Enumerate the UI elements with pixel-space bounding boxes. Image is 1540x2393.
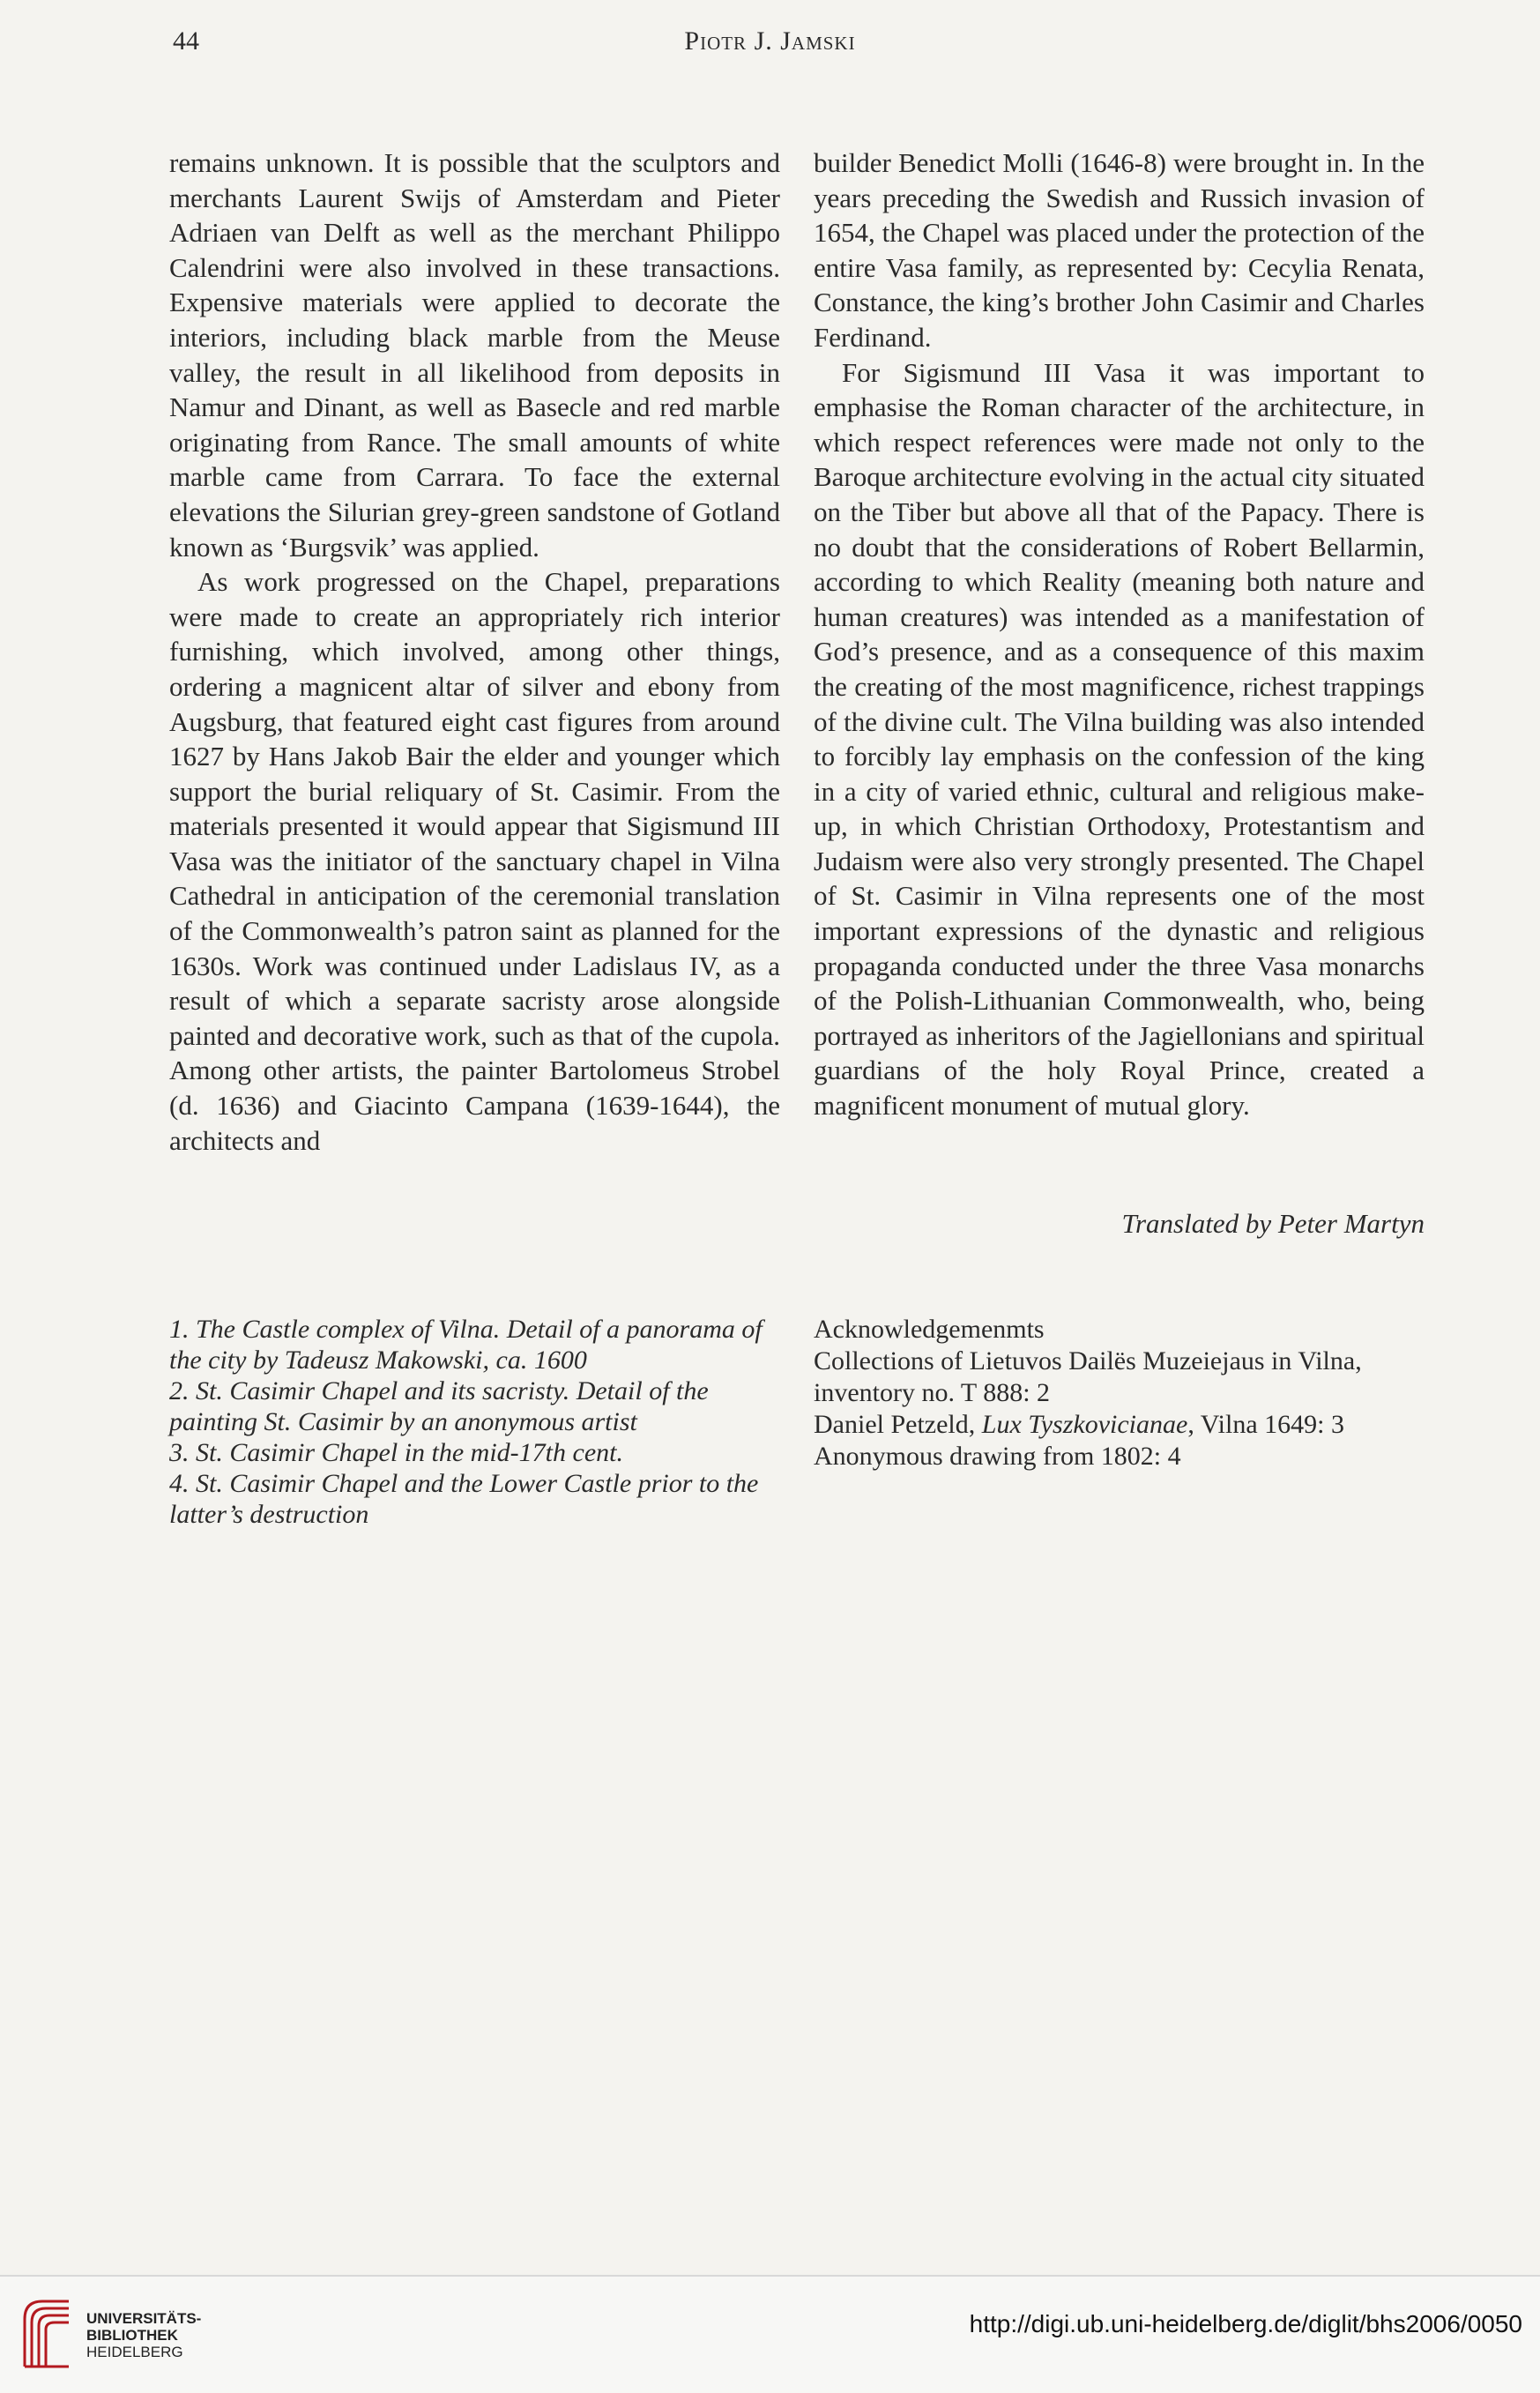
logo-line-3: HEIDELBERG: [86, 2344, 183, 2360]
ack-line-2: [814, 1409, 1425, 1441]
ack-line-3: Anonymous drawing from 1802: 4: [814, 1442, 1181, 1471]
caption-1: 1. The Castle complex of Vilna. Detail of a panorama of the city by Tadeusz Makowski, ca. 1600: [169, 1315, 763, 1375]
digitization-footer: [0, 2275, 1540, 2393]
caption-4: 4. St. Casimir Chapel and the Lower Castle prior to the latter’s destruction: [169, 1469, 759, 1529]
right-paragraph-2: For Sigismund III Vasa it was important to emphasise the Roman character of the architecture, in which respect references were made not only to the Baroque architecture evolving in the actual city situated on the Tiber but above all that of the Papacy. There is no doubt that the considerations of Robert Bellarmin, according to which Reality (meaning both nature and human creatures) was intended as a manifestation of God’s presence, and as a consequence of this maxim the creating of the most magnificence, richest trappings of the divine cult. The Vilna building was also intended to forcibly lay emphasis on the confession of the king in a city of varied ethnic, cultural and religious make-up, in which Christian Orthodoxy, Protestantism and Judaism were also very strongly presented. The Chapel of St. Casimir in Vilna represents one of the most important expressions of the dynastic and religious propaganda conducted under the three Vasa monarchs of the Polish-Lithuanian Commonwealth, who, being portrayed as inheritors of the Jagiellonians and spiritual guardians of the holy Royal Prince, created a magnificent monument of mutual glory.: [814, 356, 1425, 1122]
acknowledgements: [814, 1314, 1425, 1472]
caption-3: 3. St. Casimir Chapel in the mid-17th cent.: [169, 1438, 623, 1467]
caption-2: 2. St. Casimir Chapel and its sacristy. Detail of the painting St. Casimir by an anonymous artist: [169, 1376, 709, 1436]
logo-line-1: UNIVERSITÄTS-: [86, 2310, 202, 2327]
ack-line-2-rest: , Vilna 1649: 3: [1187, 1410, 1344, 1439]
figure-captions: [169, 1314, 780, 1530]
left-paragraph-2: As work progressed on the Chapel, preparations were made to create an appropriately rich interior furnishing, which involved, among other things, ordering a magnicent altar of silver and ebony from Augsburg, that featured eight cast figures from around 1627 by Hans Jakob Bair the elder and younger which support the burial reliquary of St. Casimir. From the materials presented it would appear that Sigismund III Vasa was the initiator of the sanctuary chapel in Vilna Cathedral in anticipation of the ceremonial translation of the Commonwealth’s patron saint as planned for the 1630s. Work was continued under Ladislaus IV, as a result of which a separate sacristy arose alongside painted and decorative work, such as that of the cupola. Among other artists, the painter Bartolomeus Strobel (d. 1636) and Giacinto Campana (1639-1644), the architects and: [169, 566, 780, 1156]
ack-heading: Acknowledgemenmts: [814, 1315, 1045, 1344]
right-column: [814, 145, 1425, 1123]
ack-line-1: Collections of Lietuvos Dailës Muzeiejaus in Vilna, inventory no. T 888: 2: [814, 1346, 1362, 1407]
logo-line-2: BIBLIOTHEK: [86, 2327, 178, 2344]
right-paragraph-1: builder Benedict Molli (1646-8) were brought in. In the years preceding the Swedish and Russich invasion of 1654, the Chapel was placed under the protection of the entire Vasa family, as represented by: Cecylia Renata, Constance, the king’s brother John Casimir and Charles Ferdinand.: [814, 147, 1425, 353]
ack-line-2-author: Daniel Petzeld,: [814, 1410, 982, 1439]
library-logo-text: [86, 2310, 201, 2360]
left-paragraph-1: remains unknown. It is possible that the sculptors and merchants Laurent Swijs of Amsterdam and Pieter Adriaen van Delft as well as the merchant Philippo Calendrini were also involved in these transactions. Expensive materials were applied to decorate the interiors, including black marble from the Meuse valley, the result in all likelihood from deposits in Namur and Dinant, as well as Basecle and red marble originating from Rance. The small amounts of white marble came from Carrara. To face the external elevations the Silurian grey-green sandstone of Gotland known as ‘Burgsvik’ was applied.: [169, 147, 780, 563]
running-head: Piotr J. Jamski: [684, 26, 856, 56]
left-column: [169, 145, 780, 1158]
page-number: 44: [173, 26, 199, 56]
permalink-url[interactable]: http://digi.ub.uni-heidelberg.de/diglit/bhs2006/0050: [969, 2310, 1522, 2337]
ack-line-2-title: Lux Tyszkovicianae: [981, 1410, 1188, 1439]
library-logo-icon: [19, 2292, 74, 2368]
translator-credit: Translated by Peter Martyn: [1121, 1208, 1425, 1239]
